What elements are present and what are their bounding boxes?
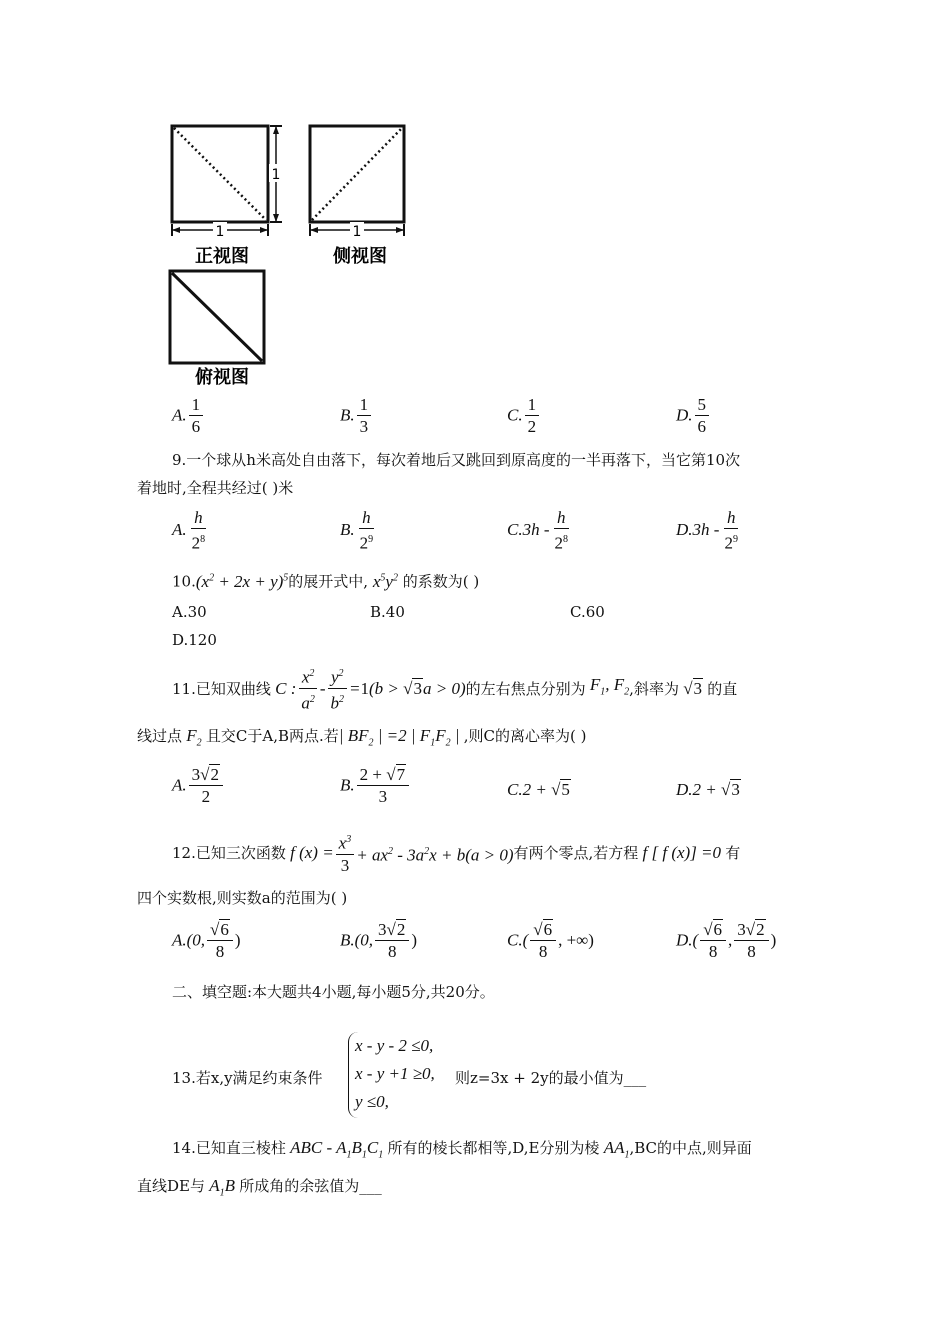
q8-a-denominator: 6	[191, 417, 201, 436]
q12-option-b[interactable]: B.(0, $\frac{3√2}{8}$ )	[340, 920, 418, 961]
q8-d-denominator: 6	[697, 417, 707, 436]
q14-stem-line2: 直线DE与 $A_1B$ 所成角的余弦值为___	[137, 1176, 382, 1199]
q10-option-b[interactable]: B.40	[370, 603, 405, 621]
q13-suffix: 则z=3x + 2y的最小值为___	[455, 1069, 647, 1087]
q9-stem-line2: 着地时,全程共经过( )米	[137, 479, 294, 497]
q9-option-c[interactable]: C.3h - $\frac{h}{2^8}$	[507, 508, 568, 553]
q9-option-b[interactable]: B. $\frac{h}{2^9}$	[340, 508, 374, 553]
front-width-label: 1	[215, 224, 225, 240]
q13-constraint-1: x - y - 2 ≤0,	[355, 1036, 434, 1055]
q10-option-c[interactable]: C.60	[570, 603, 605, 621]
q10-stem: $10.(x^2 + 2x + y)^5$的展开式中, $x^5y^2$ 的系数为( )	[172, 571, 480, 591]
q8-option-c[interactable]: C. $\frac{1}{2}$	[507, 395, 541, 438]
q8-a-numerator: 1	[189, 395, 204, 416]
front-height-label: 1	[271, 167, 281, 183]
front-view	[172, 126, 282, 236]
q8-c-denominator: 2	[527, 417, 537, 436]
q9-option-a[interactable]: A. $\frac{h}{2^8}$	[172, 508, 206, 553]
q11-stem-line2: 线过点 $F_2$ 且交C于A,B两点.若| $BF_2$ | =2 | $F_1F_2$ | ,则C的离心率为( )	[137, 726, 587, 749]
q11-stem-line1: 11.已知双曲线 C : $\frac{x^2}{a^2}$ - $\frac{y^2}{b^2}$ =1(b > √3a > 0) 的左右焦点分别为 $F_1$, $F_2$ ,斜率为 √3 的直	[172, 664, 737, 714]
q14-stem-line1: 14.已知直三棱柱 ABC - $A_1B_1C_1$ 所有的棱长都相等,D,E分别为棱 $AA_1,BC$的中点,则异面	[172, 1138, 752, 1161]
q12-option-d[interactable]: D.( $\frac{√6}{8}$ , $\frac{3√2}{8}$ )	[676, 920, 777, 961]
q13-constraint-3: y ≤0,	[355, 1092, 389, 1111]
q12-stem-line2: 四个实数根,则实数a的范围为( )	[137, 889, 348, 907]
side-view-label: 侧视图	[333, 246, 387, 267]
side-view	[310, 126, 404, 236]
side-width-label: 1	[352, 224, 362, 240]
q8-b-denominator: 3	[359, 417, 369, 436]
q11-option-c[interactable]: C.2 + √5	[507, 780, 570, 799]
q13-prefix: 13.若x,y满足约束条件	[172, 1069, 323, 1087]
q11-option-a[interactable]: A. $\frac{3√2}{2}$	[172, 765, 225, 808]
q13-constraint-system	[348, 1032, 455, 1118]
q8-option-d[interactable]: D. $\frac{5}{6}$	[676, 395, 711, 438]
q12-stem-line1: 12.已知三次函数 f (x) = $\frac{x^3}{3}$ + $ax^2 - 3a^2x + b(a > 0)$ 有两个零点,若方程 f [ f (x)] =0 有	[172, 830, 740, 877]
q8-option-a[interactable]: A. $\frac{1}{6}$	[172, 395, 205, 438]
q12-option-a[interactable]: A.(0, $\frac{√6}{8}$ )	[172, 920, 241, 961]
q10-option-d[interactable]: D.120	[172, 631, 217, 649]
q10-option-a[interactable]: A.30	[172, 603, 207, 621]
q9-option-d[interactable]: D.3h - $\frac{h}{2^9}$	[676, 508, 738, 553]
q13-constraint-2: x - y +1 ≥0,	[355, 1064, 435, 1083]
section-heading-fill-in: 二、填空题:本大题共4小题,每小题5分,共20分。	[172, 983, 495, 1001]
q8-c-numerator: 1	[525, 395, 540, 416]
q8-b-numerator: 1	[357, 395, 372, 416]
front-view-label: 正视图	[195, 246, 249, 267]
q9-stem-line1: 9.一个球从h米高处自由落下，每次着地后又跳回到原高度的一半再落下，当它第10次	[172, 451, 741, 469]
top-view	[170, 271, 264, 363]
q8-d-numerator: 5	[695, 395, 710, 416]
three-view-figure	[160, 118, 420, 390]
q12-option-c[interactable]: C.( $\frac{√6}{8}$ , +∞)	[507, 920, 594, 961]
q11-option-d[interactable]: D.2 + √3	[676, 780, 740, 799]
top-view-label: 俯视图	[195, 367, 249, 388]
q8-option-b[interactable]: B. $\frac{1}{3}$	[340, 395, 373, 438]
q11-option-b[interactable]: B. $\frac{2 + √7}{3}$	[340, 765, 411, 808]
